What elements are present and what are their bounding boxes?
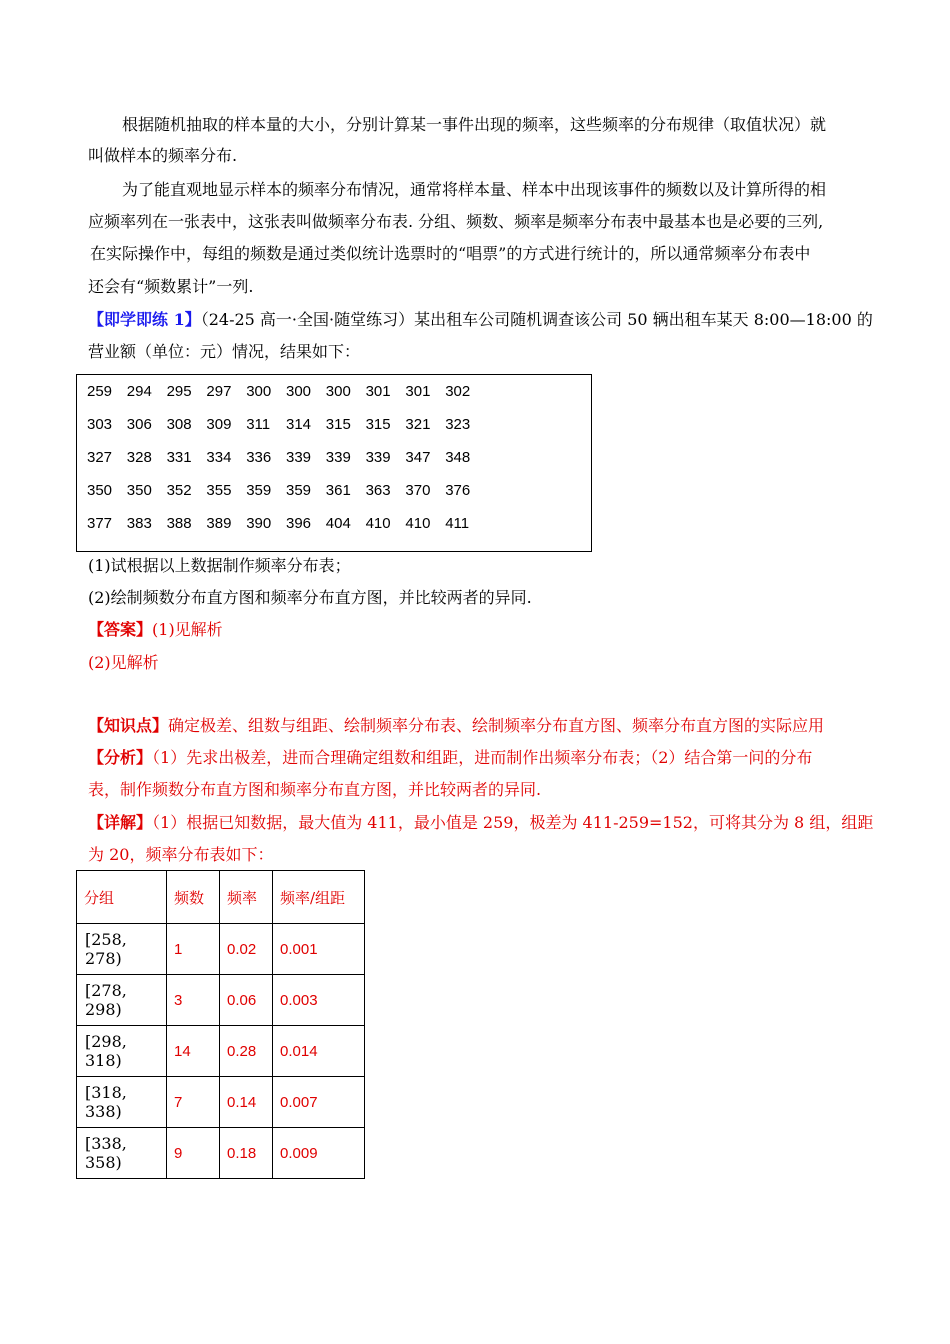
data-value: 309 — [206, 416, 232, 433]
data-value: 388 — [166, 515, 192, 532]
data-value: 308 — [166, 416, 192, 433]
data-value: 331 — [166, 449, 192, 466]
count-cell: 3 — [167, 975, 220, 1026]
answer-tag: 【答案】 — [88, 620, 153, 639]
knowledge-text: 确定极差、组数与组距、绘制频率分布表、绘制频率分布直方图、频率分布直方图的实际应用 — [168, 716, 825, 735]
density-cell: 0.001 — [273, 924, 365, 975]
group-cell: [298, 318) — [77, 1026, 167, 1077]
data-box — [76, 374, 592, 552]
data-value: 396 — [286, 515, 312, 532]
paragraph-1-line-1: 根据随机抽取的样本量的大小，分别计算某一事件出现的频率，这些频率的分布规律（取值状况）就 — [122, 115, 827, 134]
data-value: 390 — [246, 515, 272, 532]
density-cell: 0.009 — [273, 1128, 365, 1179]
data-value: 347 — [405, 449, 431, 466]
detail-line-1 — [88, 813, 873, 833]
data-value: 350 — [126, 482, 152, 499]
density-cell: 0.014 — [273, 1026, 365, 1077]
header-group: 分组 — [77, 871, 167, 924]
data-value: 411 — [445, 515, 470, 532]
data-value: 339 — [365, 449, 391, 466]
table-header-row — [77, 871, 365, 924]
table-row — [77, 1128, 365, 1179]
exercise-text: （24-25 高一·全国·随堂练习）某出租车公司随机调查该公司 50 辆出租车某天 8:00—18:00 的 — [200, 310, 873, 329]
count-cell: 9 — [167, 1128, 220, 1179]
group-cell: [338, 358) — [77, 1128, 167, 1179]
frequency-cell: 0.02 — [220, 924, 273, 975]
group-cell: [318, 338) — [77, 1077, 167, 1128]
data-value: 315 — [325, 416, 351, 433]
group-cell: [258, 278) — [77, 924, 167, 975]
detail-text-1: （1）根据已知数据，最大值为 411，最小值是 259，极差为 411-259=152，可将其分为 8 组，组距 — [152, 813, 874, 832]
header-frequency: 频率 — [220, 871, 273, 924]
table-row — [77, 975, 365, 1026]
exercise-tag: 【即学即练 1】 — [88, 310, 201, 329]
table-row — [77, 1026, 365, 1077]
answer-text-1: (1)见解析 — [152, 620, 223, 639]
question-1: (1)试根据以上数据制作频率分布表； — [88, 556, 351, 575]
data-value: 363 — [365, 482, 391, 499]
paragraph-2-line-1: 为了能直观地显示样本的频率分布情况，通常将样本量、样本中出现该事件的频数以及计算所得的相 — [122, 180, 827, 199]
exercise-heading — [88, 310, 873, 330]
frequency-table — [76, 870, 365, 1179]
knowledge-tag: 【知识点】 — [88, 716, 169, 735]
header-count: 频数 — [167, 871, 220, 924]
data-value: 339 — [325, 449, 351, 466]
data-value: 306 — [126, 416, 152, 433]
frequency-cell: 0.14 — [220, 1077, 273, 1128]
data-value: 294 — [126, 383, 152, 400]
exercise-text-line-2: 营业额（单位：元）情况，结果如下： — [88, 342, 361, 361]
data-value: 359 — [286, 482, 312, 499]
data-value: 314 — [286, 416, 312, 433]
header-frequency-per-width: 频率/组距 — [273, 871, 365, 924]
frequency-cell: 0.18 — [220, 1128, 273, 1179]
count-cell: 14 — [167, 1026, 220, 1077]
data-value: 410 — [365, 515, 391, 532]
detail-line-2: 为 20，频率分布表如下： — [88, 845, 274, 864]
data-value: 303 — [87, 416, 113, 433]
data-value: 389 — [206, 515, 232, 532]
table-row — [77, 924, 365, 975]
data-value: 301 — [365, 383, 391, 400]
data-value: 404 — [325, 515, 351, 532]
analysis-line-1 — [88, 748, 812, 768]
data-value: 328 — [126, 449, 152, 466]
data-value: 339 — [286, 449, 312, 466]
data-value: 376 — [445, 482, 471, 499]
knowledge-line — [88, 716, 824, 736]
paragraph-1-line-2: 叫做样本的频率分布. — [88, 146, 238, 165]
data-value: 321 — [405, 416, 431, 433]
data-value: 327 — [87, 449, 113, 466]
data-value: 361 — [325, 482, 351, 499]
paragraph-2-line-2: 应频率列在一张表中，这张表叫做频率分布表. 分组、频数、频率是频率分布表中最基本也是必要的三列, — [88, 212, 824, 231]
data-value: 302 — [445, 383, 471, 400]
question-2: (2)绘制频数分布直方图和频率分布直方图，并比较两者的异同. — [88, 588, 532, 607]
count-cell: 7 — [167, 1077, 220, 1128]
data-value: 300 — [286, 383, 312, 400]
answer-line-1 — [88, 620, 223, 640]
data-value: 410 — [405, 515, 431, 532]
data-value: 334 — [206, 449, 232, 466]
data-value: 370 — [405, 482, 431, 499]
frequency-cell: 0.28 — [220, 1026, 273, 1077]
analysis-tag: 【分析】 — [88, 748, 153, 767]
count-cell: 1 — [167, 924, 220, 975]
table-row — [77, 1077, 365, 1128]
data-value: 348 — [445, 449, 471, 466]
data-value: 377 — [87, 515, 113, 532]
group-cell: [278, 298) — [77, 975, 167, 1026]
density-cell: 0.003 — [273, 975, 365, 1026]
analysis-text-1: （1）先求出极差，进而合理确定组数和组距，进而制作出频率分布表；（2）结合第一问的分布 — [152, 748, 813, 767]
paragraph-2-line-4: 还会有“频数累计”一列. — [88, 277, 254, 296]
data-value: 295 — [166, 383, 192, 400]
data-value: 315 — [365, 416, 391, 433]
density-cell: 0.007 — [273, 1077, 365, 1128]
data-value: 323 — [445, 416, 471, 433]
data-value: 336 — [246, 449, 272, 466]
paragraph-2-line-3: 在实际操作中，每组的频数是通过类似统计选票时的“唱票”的方式进行统计的，所以通常频率分布表中 — [90, 244, 811, 263]
data-value: 355 — [206, 482, 232, 499]
data-value: 300 — [325, 383, 351, 400]
data-value: 300 — [246, 383, 272, 400]
data-value: 311 — [246, 416, 271, 433]
frequency-cell: 0.06 — [220, 975, 273, 1026]
detail-tag: 【详解】 — [88, 813, 153, 832]
data-value: 297 — [206, 383, 232, 400]
answer-line-2: (2)见解析 — [88, 653, 159, 672]
data-value: 259 — [87, 383, 113, 400]
data-value: 352 — [166, 482, 192, 499]
analysis-line-2: 表，制作频数分布直方图和频率分布直方图，并比较两者的异同. — [88, 780, 542, 799]
data-value: 383 — [126, 515, 152, 532]
data-value: 350 — [87, 482, 113, 499]
data-value: 359 — [246, 482, 272, 499]
data-value: 301 — [405, 383, 431, 400]
